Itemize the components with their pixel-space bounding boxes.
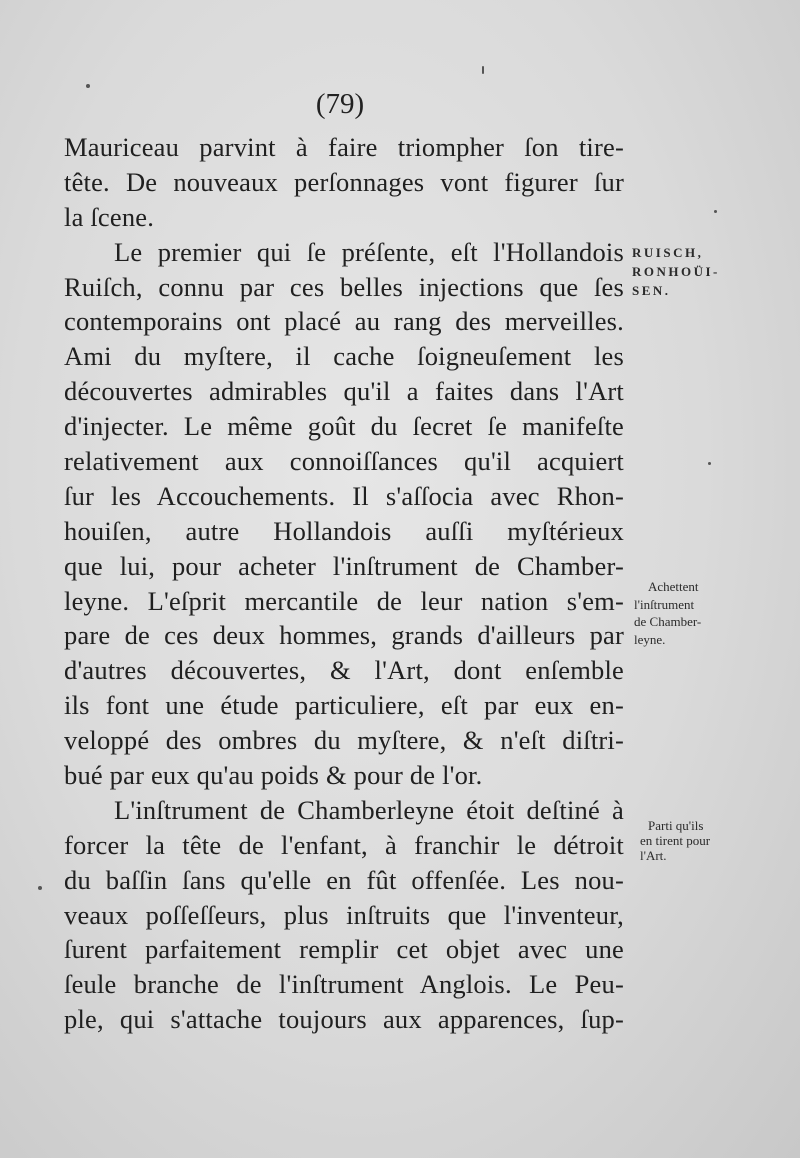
body-text xyxy=(64,130,624,1037)
text-line: tête. De nouveaux perſonnages vont figurer ſur xyxy=(64,166,624,197)
marginal-line: Achettent xyxy=(648,579,699,594)
marginal-note-achettent xyxy=(634,578,701,648)
ink-speck xyxy=(714,210,717,213)
text-line: la ſcene. xyxy=(64,201,155,232)
text-line: L'inſtrument de Chamberleyne étoit deſtiné à xyxy=(114,794,624,825)
marginal-line: Parti qu'ils xyxy=(648,818,704,833)
marginal-line: RUISCH, xyxy=(632,245,704,260)
text-line: forcer la tête de l'enfant, à franchir le détroit xyxy=(64,829,624,860)
text-line: du baſſin ſans qu'elle en fût offenſée. Les nou- xyxy=(64,864,624,895)
marginal-note-ruisch xyxy=(632,243,720,300)
text-line: ils font une étude particuliere, eſt par eux en- xyxy=(64,690,624,721)
text-line: veloppé des ombres du myſtere, & n'eſt diſtri- xyxy=(64,725,624,756)
marginal-line: l'inſtrument xyxy=(634,596,695,612)
text-line: Ami du myſtere, il cache ſoigneuſement les xyxy=(64,341,624,372)
marginal-line: en tirent pour xyxy=(640,833,711,848)
marginal-line: SEN. xyxy=(632,283,671,298)
marginal-line: l'Art. xyxy=(640,848,667,863)
ink-speck xyxy=(482,66,484,74)
text-line: ple, qui s'attache toujours aux apparences, ſup- xyxy=(64,1004,624,1035)
marginal-line: RONHOÜI- xyxy=(632,264,720,279)
marginal-line: de Chamber- xyxy=(634,614,702,629)
text-line: Ruiſch, connu par ces belles injections que ſes xyxy=(64,271,624,302)
ink-speck xyxy=(708,462,711,465)
text-line: pare de ces deux hommes, grands d'ailleurs par xyxy=(64,620,624,651)
text-line: que lui, pour acheter l'inſtrument de Chamber- xyxy=(64,550,624,581)
ink-speck xyxy=(38,886,42,890)
text-line: relativement aux connoiſſances qu'il acquiert xyxy=(64,446,624,477)
text-line: ſeule branche de l'inſtrument Anglois. Le Peu- xyxy=(64,969,624,1000)
text-line: d'autres découvertes, & l'Art, dont enſemble xyxy=(64,655,624,686)
marginal-note-parti xyxy=(640,818,710,863)
text-line: ſur les Accouchements. Il s'aſſocia avec Rhon- xyxy=(64,480,624,511)
text-line: Mauriceau parvint à faire triompher ſon tire- xyxy=(64,132,624,162)
text-line: Le premier qui ſe préſente, eſt l'Hollandois xyxy=(114,236,624,267)
text-line: houiſen, autre Hollandois auſſi myſtérieux xyxy=(64,515,624,546)
text-line: d'injecter. Le même goût du ſecret ſe manifeſte xyxy=(64,411,624,442)
page-number: (79) xyxy=(315,88,365,120)
marginal-line: leyne. xyxy=(634,631,666,647)
text-line: bué par eux qu'au poids & pour de l'or. xyxy=(64,760,483,791)
text-line: veaux poſſeſſeurs, plus inſtruits que l'inventeur, xyxy=(64,899,624,930)
text-line: contemporains ont placé au rang des merveilles. xyxy=(64,306,624,337)
ink-speck xyxy=(86,84,90,88)
text-line: ſurent parfaitement remplir cet objet avec une xyxy=(64,934,624,965)
text-line: découvertes admirables qu'il a faites dans l'Art xyxy=(64,376,624,407)
text-line: leyne. L'eſprit mercantile de leur nation s'em- xyxy=(64,585,624,616)
